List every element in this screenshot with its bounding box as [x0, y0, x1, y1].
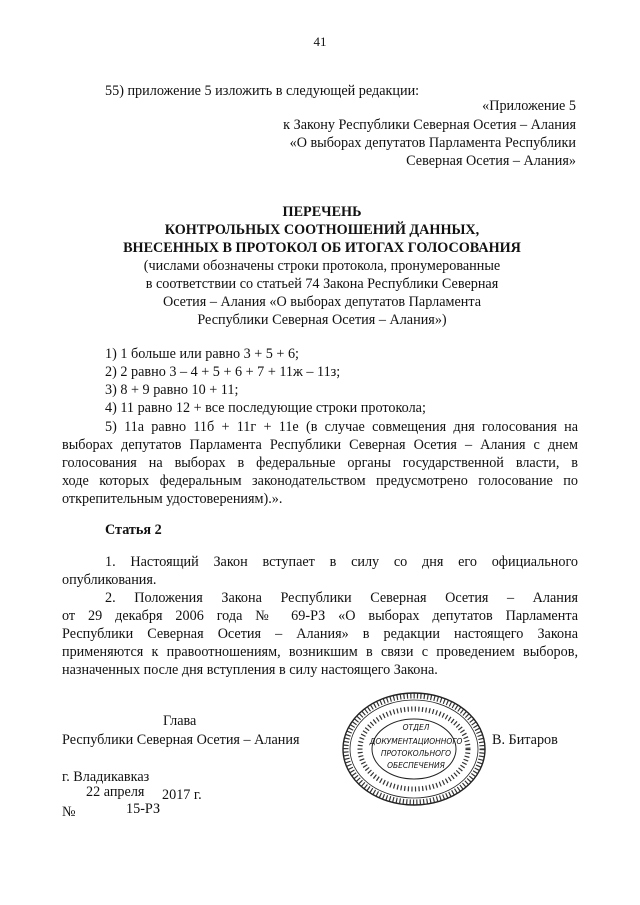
article-para-2-line-3: Республики Северная Осетия – Алания» в редакции настоящего Закона: [62, 626, 578, 642]
article-para-1-line-2: опубликования.: [62, 572, 157, 588]
number-label: №: [62, 804, 76, 820]
item-5-line-4: ходе которых федеральным законодательством предусмотрено голосование по: [62, 473, 578, 489]
appendix-ref-line-1: «Приложение 5: [482, 98, 576, 114]
article-heading: Статья 2: [105, 522, 162, 538]
title-line-2: КОНТРОЛЬНЫХ СООТНОШЕНИЙ ДАННЫХ,: [164, 222, 480, 238]
subtitle-line-1: (числами обозначены строки протокола, пронумерованные: [143, 258, 501, 274]
signatory-name: В. Битаров: [492, 732, 558, 748]
subtitle-line-2: в соответствии со статьей 74 Закона Республики Северная: [145, 276, 499, 292]
signature-position-line-1: Глава: [163, 713, 197, 729]
seal-text-3: ПРОТОКОЛЬНОГО: [380, 749, 452, 758]
article-para-2-line-1: 2. Положения Закона Республики Северная Осетия – Алания: [105, 590, 578, 606]
signature-position-line-2: Республики Северная Осетия – Алания: [62, 732, 300, 748]
title-line-3: ВНЕСЕННЫХ В ПРОТОКОЛ ОБ ИТОГАХ ГОЛОСОВАНИЯ: [123, 240, 521, 256]
article-para-2-line-4: применяются к правоотношениям, возникшим в связи с проведением выборов,: [62, 644, 578, 660]
item-2: 2) 2 равно 3 – 4 + 5 + 6 + 7 + 11ж – 11з;: [105, 364, 341, 380]
item-5-line-3: голосования на выборах в федеральные органы государственной власти, в: [62, 455, 578, 471]
appendix-ref-line-4: Северная Осетия – Алания»: [406, 153, 576, 169]
article-para-2-line-2: от 29 декабря 2006 года № 69-РЗ «О выборах депутатов Парламента: [62, 608, 578, 624]
article-para-1-line-1: 1. Настоящий Закон вступает в силу со дня его официального: [105, 554, 578, 570]
page-number: 41: [313, 34, 327, 49]
law-number: 15-РЗ: [126, 801, 161, 817]
item-5-line-1: 5) 11а равно 11б + 11г + 11е (в случае совмещения дня голосования на: [105, 419, 578, 435]
date-day: 22 апреля: [86, 784, 145, 800]
subtitle-line-4: Республики Северная Осетия – Алания»): [197, 312, 447, 328]
item-3: 3) 8 + 9 равно 10 + 11;: [105, 382, 239, 398]
item-5-line-5: открепительным удостоверениям).».: [62, 491, 283, 507]
appendix-ref-line-3: «О выборах депутатов Парламента Республики: [289, 135, 576, 151]
seal-text-1: ОТДЕЛ: [402, 723, 430, 732]
item-5-line-2: выборах депутатов Парламента Республики Северная Осетия – Алания с днем: [62, 437, 578, 453]
item-4: 4) 11 равно 12 + все последующие строки протокола;: [105, 400, 426, 416]
official-seal: [340, 690, 488, 808]
title-line-1: ПЕРЕЧЕНЬ: [282, 204, 362, 220]
item-1: 1) 1 больше или равно 3 + 5 + 6;: [105, 346, 299, 362]
seal-text-2: ДОКУМЕНТАЦИОННОГО: [369, 737, 463, 746]
article-para-2-line-5: назначенных после дня вступления в силу настоящего Закона.: [62, 662, 438, 678]
date-year: 2017 г.: [162, 787, 202, 803]
subtitle-line-3: Осетия – Алания «О выборах депутатов Парламента: [162, 294, 482, 310]
intro-line: 55) приложение 5 изложить в следующей редакции:: [105, 83, 420, 99]
appendix-ref-line-2: к Закону Республики Северная Осетия – Алания: [283, 117, 576, 133]
city: г. Владикавказ: [62, 769, 150, 785]
seal-text-4: ОБЕСПЕЧЕНИЯ: [387, 761, 445, 770]
